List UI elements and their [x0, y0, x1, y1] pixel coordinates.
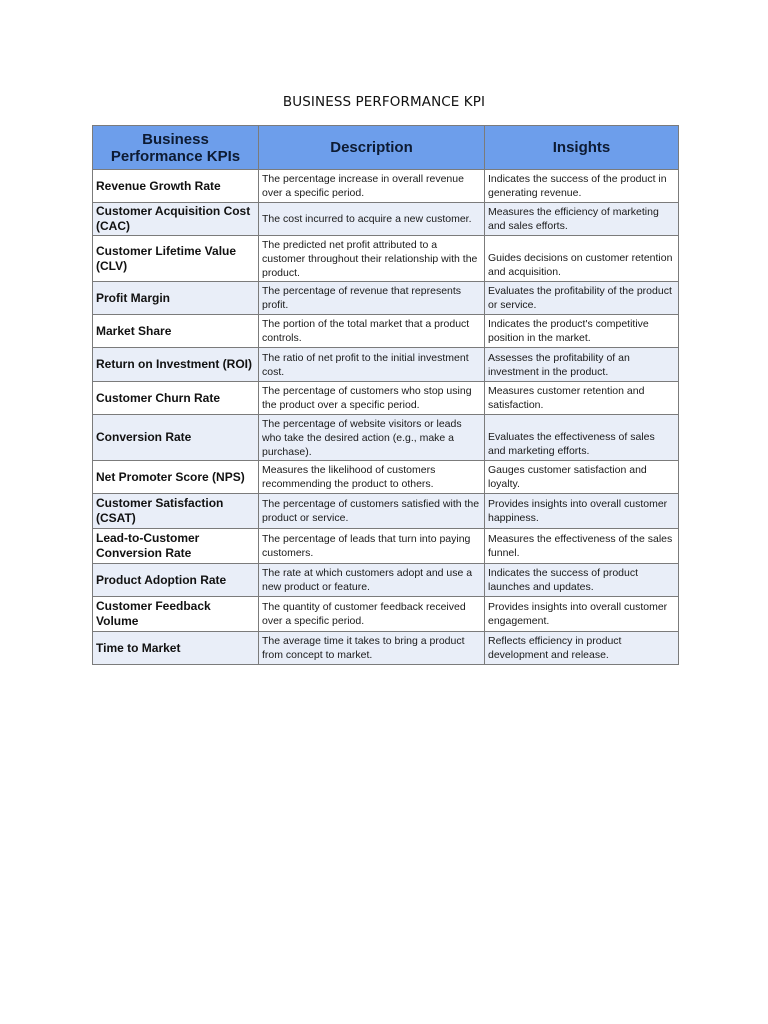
kpi-name-cell: Conversion Rate: [93, 415, 259, 461]
description-cell: The portion of the total market that a product controls.: [259, 315, 485, 348]
kpi-name-cell: Customer Churn Rate: [93, 382, 259, 415]
kpi-name-cell: Lead-to-Customer Conversion Rate: [93, 529, 259, 564]
table-row: [93, 415, 679, 461]
kpi-name-cell: Time to Market: [93, 632, 259, 665]
kpi-name-cell: Return on Investment (ROI): [93, 348, 259, 382]
table-row: [93, 461, 679, 494]
description-cell: The percentage increase in overall revenue over a specific period.: [259, 170, 485, 203]
table-row: [93, 529, 679, 564]
kpi-table: [92, 125, 679, 665]
table-row: [93, 597, 679, 632]
description-cell: The percentage of customers satisfied with the product or service.: [259, 494, 485, 529]
insights-cell: Indicates the success of product launches and updates.: [485, 564, 679, 597]
kpi-name-cell: Product Adoption Rate: [93, 564, 259, 597]
kpi-name-cell: Customer Lifetime Value (CLV): [93, 236, 259, 282]
table-header-row: [93, 126, 679, 170]
description-cell: Measures the likelihood of customers recommending the product to others.: [259, 461, 485, 494]
description-cell: The percentage of revenue that represents profit.: [259, 282, 485, 315]
description-cell: The rate at which customers adopt and use a new product or feature.: [259, 564, 485, 597]
description-cell: The ratio of net profit to the initial investment cost.: [259, 348, 485, 382]
insights-cell: Provides insights into overall customer happiness.: [485, 494, 679, 529]
insights-cell: Assesses the profitability of an investment in the product.: [485, 348, 679, 382]
kpi-name-cell: Market Share: [93, 315, 259, 348]
table-row: [93, 494, 679, 529]
table-row: [93, 564, 679, 597]
kpi-name-cell: Customer Satisfaction (CSAT): [93, 494, 259, 529]
description-cell: The cost incurred to acquire a new customer.: [259, 203, 485, 236]
insights-cell: Measures the efficiency of marketing and sales efforts.: [485, 203, 679, 236]
table-row: [93, 632, 679, 665]
insights-cell: Reflects efficiency in product development and release.: [485, 632, 679, 665]
description-cell: The predicted net profit attributed to a customer throughout their relationship with the product.: [259, 236, 485, 282]
insights-cell: Provides insights into overall customer engagement.: [485, 597, 679, 632]
table-row: [93, 282, 679, 315]
header-insights: Insights: [485, 126, 679, 170]
description-cell: The percentage of customers who stop using the product over a specific period.: [259, 382, 485, 415]
insights-cell: Evaluates the effectiveness of sales and marketing efforts.: [485, 415, 679, 461]
table-row: [93, 348, 679, 382]
kpi-name-cell: Customer Acquisition Cost (CAC): [93, 203, 259, 236]
table-row: [93, 382, 679, 415]
insights-cell: Indicates the success of the product in generating revenue.: [485, 170, 679, 203]
insights-cell: Measures the effectiveness of the sales funnel.: [485, 529, 679, 564]
table-row: [93, 315, 679, 348]
table-row: [93, 236, 679, 282]
table-row: [93, 203, 679, 236]
insights-cell: Gauges customer satisfaction and loyalty.: [485, 461, 679, 494]
description-cell: The quantity of customer feedback received over a specific period.: [259, 597, 485, 632]
document-title: BUSINESS PERFORMANCE KPI: [282, 94, 486, 110]
insights-cell: Evaluates the profitability of the product or service.: [485, 282, 679, 315]
kpi-name-cell: Revenue Growth Rate: [93, 170, 259, 203]
description-cell: The percentage of leads that turn into paying customers.: [259, 529, 485, 564]
header-description: Description: [259, 126, 485, 170]
description-cell: The percentage of website visitors or leads who take the desired action (e.g., make a purchase).: [259, 415, 485, 461]
kpi-name-cell: Profit Margin: [93, 282, 259, 315]
insights-cell: Indicates the product's competitive position in the market.: [485, 315, 679, 348]
description-cell: The average time it takes to bring a product from concept to market.: [259, 632, 485, 665]
table-row: [93, 170, 679, 203]
kpi-name-cell: Customer Feedback Volume: [93, 597, 259, 632]
insights-cell: Guides decisions on customer retention and acquisition.: [485, 236, 679, 282]
kpi-name-cell: Net Promoter Score (NPS): [93, 461, 259, 494]
insights-cell: Measures customer retention and satisfaction.: [485, 382, 679, 415]
header-kpi: Business Performance KPIs: [93, 126, 259, 170]
